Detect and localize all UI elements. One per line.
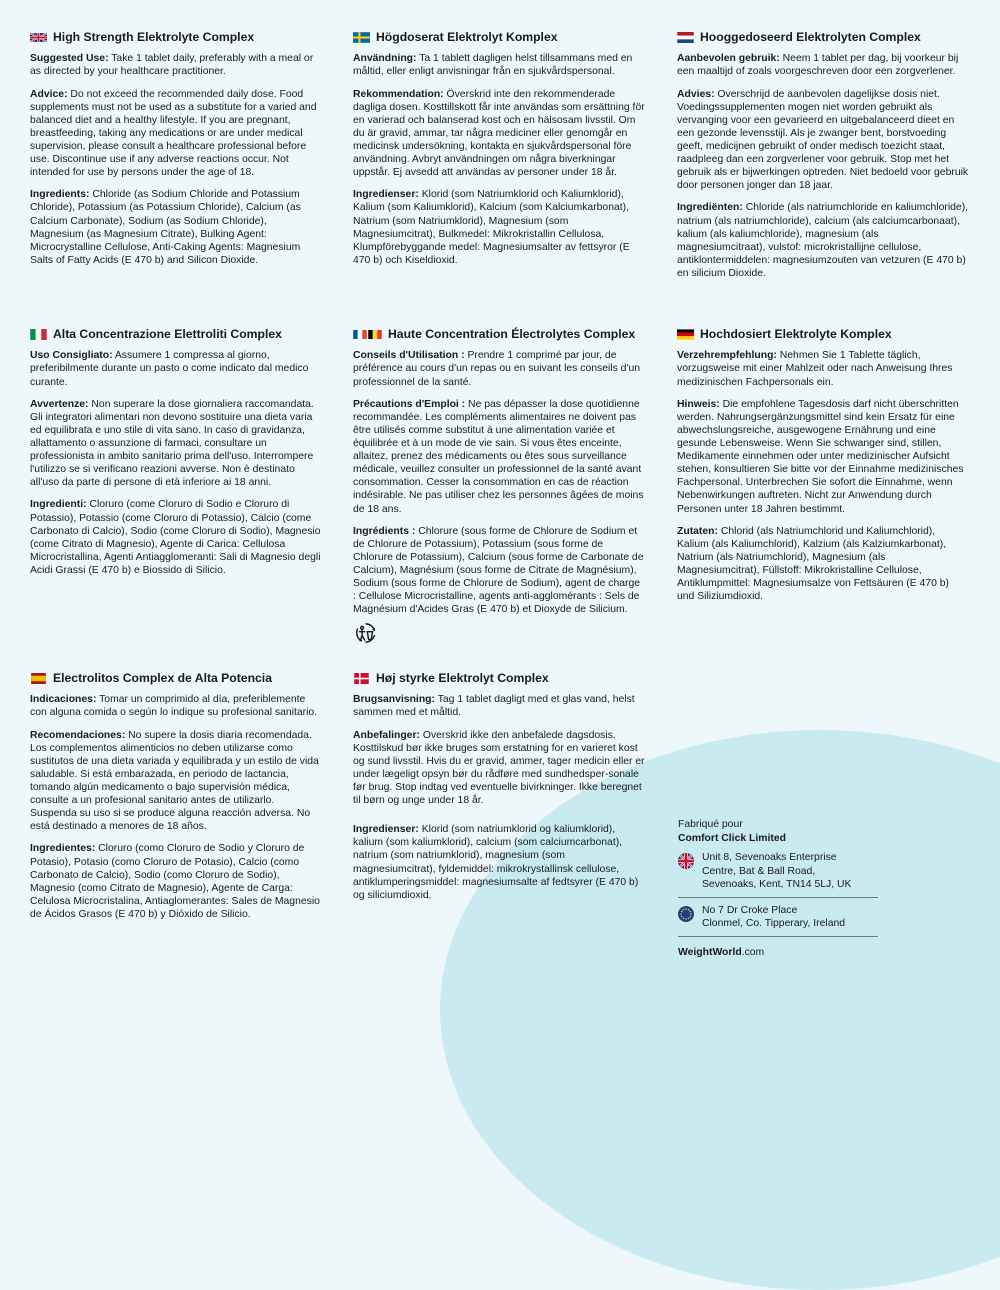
ie-address-row [678,898,878,937]
uk-address-row [678,845,878,898]
section-title [353,30,645,45]
germany-flag-icon [677,329,694,340]
uk-flag-icon [678,853,694,869]
section-french [353,327,645,646]
denmark-flag-icon [353,673,370,684]
advice-paragraph: Anbefalinger: Overskrid ikke den anbefalede dagsdosis. Kosttilskud bør ikke bruges som erstatning for en varieret kost og sund livsstil. Hvis du er gravid, ammer, tager medicin eller er under lægeligt opsyn bør du rådføre med sundhedsper-sonale før brug. Stop indtag ved eventuelle bivirkninger. Ikke beregnet til børn og unge under 18 år. [353,729,645,807]
made-for-label: Fabriqué pour [678,819,743,830]
triman-recycle-icon [353,620,379,646]
section-spanish [30,671,322,930]
section-title [677,327,969,342]
usage-paragraph: Uso Consigliato: Assumere 1 compressa al giorno, preferibilmente durante un pasto o come indicato dal medico curante. [30,350,309,388]
section-title [353,671,645,686]
flags-group [353,330,382,339]
title-text: Högdoserat Elektrolyt Komplex [376,30,558,44]
spain-flag-icon [30,673,47,684]
ingredients-paragraph: Ingredienser: Klorid (som Natriumklorid och Kaliumklorid), Kalium (som Kaliumklorid), Kalcium (som Kalciumkarbonat), Natrium (som Natriumklorid), Magnesium (som Magnesiumcitrat), Bulkmedel: Mikrokristallin Cellulosa, Klumpförebyggande medel: Magnesiumsalter av fettsyror (E 470 b) och Kiseldioxid. [353,189,630,266]
uk-address: Unit 8, Sevenoaks Enterprise Centre, Bat & Ball Road, Sevenoaks, Kent, TN14 5LJ, UK [702,852,852,891]
ingredients-paragraph: Ingredientes: Cloruro (como Cloruro de Sodio y Cloruro de Potasio), Potasio (como Cloruro de Potasio), Calcio (como Carbonato de Calcio), Sodio (como Cloruro de Sodio), Magnesio (como Citrato de Magnesio), Agente de Carga: Celulosa Microcristalina, Antiaglomerantes: Sales de Magnesio de Ácidos Grasos (E 470 b) y Dióxido de Silicio. [30,843,320,921]
precautions-paragraph: Précautions d'Emploi : Ne pas dépasser la dose quotidienne recommandée. Les compléments alimentaires ne doivent pas être utilisés comme substitut à une alimentation variée et équilibrée et à un mode de vie sain. Si vous êtes enceinte, allaitez, prenez des médicaments ou êtes sous surveillance médicale, veuillez consulter un professionnel de la santé avant consommation. Cesser la consommation en cas de réaction indésirable. Ne pas utiliser chez les personnes âgées de moins de 18 ans. [353,398,644,515]
advice-paragraph: Advies: Overschrijd de aanbevolen dagelijkse dosis niet. Voedingssupplementen mogen niet worden gebruikt als vervanging voor een gevarieerd en uitgebalanceerd dieet en een gezonde levensstijl. Als je zwanger bent, borstvoeding geeft, medicijnen gebruikt of onder medisch toezicht staat, raadpleeg dan een zorgverlener voor gebruik. Stop met het gebruik als er bijwerkingen optreden. Niet bedoeld voor gebruik door personen jonger dan 18 jaar. [677,88,969,192]
section-italian [30,327,322,586]
ingredients-paragraph: Zutaten: Chlorid (als Natriumchlorid und Kaliumchlorid), Kalium (als Kaliumchlorid), Kalzium (als Kalziumkarbonat), Natrium (als Natriumchlorid), Magnesium (als Magnesiumcitrat), Füllstoff: Mikrokristalline Cellulose, Antiklumpmittel: Magnesiumsalze von Fettsäuren (E 470 b) und Siliziumdioxid. [677,525,950,603]
uk-flag-icon [30,32,47,43]
ingredients-paragraph: Ingredienti: Cloruro (come Cloruro di Sodio e Cloruro di Potassio), Potassio (come Cloruro di Potassio), Calcio (come Carbonato di Calcio), Sodio (come Cloruro di Sodio), Magnesio (come Citrato di Magnesio), Agente di Carica: Cellulosa Microcristallina, Agenti Antiagglomeranti: Sali di Magnesio degli Acidi Grassi (E 470 b) e Biossido di Silicio. [30,499,321,577]
usage-paragraph: Aanbevolen gebruik: Neem 1 tablet per dag, bij voorkeur bij een maaltijd of zoals voorgeschreven door een zorgverlener. [677,53,959,78]
company-info [678,818,878,959]
section-title [30,671,322,686]
section-title [677,30,969,45]
suggested-use-paragraph: Suggested Use: Take 1 tablet daily, preferably with a meal or as directed by your healthcare practitioner. [30,53,314,78]
section-title [353,327,645,342]
usage-paragraph: Användning: Ta 1 tablett dagligen helst tillsammans med en måltid, eller enligt anvisningar från en sjukvårdspersonal. [353,53,633,78]
ingredients-paragraph: Ingrediënten: Chloride (als natriumchloride en kaliumchloride), natrium (als natriumchloride), calcium (als calciumcarbonaat), kalium (als kaliumchloride), magnesium (als magnesiumcitraat), vulstof: microkristallijne cellulose, antiklontermiddelen: magnesiumzouten van vetzuren (E 470 b) en silicium Dioxide. [677,202,969,280]
belgium-flag-icon [368,330,382,339]
usage-paragraph: Conseils d'Utilisation : Prendre 1 comprimé par jour, de préférence au cours d'un repas ou en suivant les conseils d'un professionnel de la santé. [353,350,641,388]
ingredients-paragraph: Ingrédients : Chlorure (sous forme de Chlorure de Sodium et de Chlorure de Potassium), Potassium (sous forme de Chlorure de Potassium), Calcium (sous forme de Carbonate de Calcium), Magnésium (sous forme de Citrate de Magnésium), Sodium (sous forme de Chlorure de Sodium), agent de charge : Cellulose Microcristalline, agents anti-agglomérants : Sels de Magnésium d'Acides Gras (E 470 b) et Dioxyde de Silicium. [353,525,644,616]
ingredients-paragraph: Ingredienser: Klorid (som natriumklorid og kaliumklorid), kalium (som kaliumklorid), calcium (som calciumcarbonat), natrium (som natriumklorid), magnesium (som magnesiumcitrat), fyldemiddel: mikrokrystallinsk cellulose, antiklumperingsmiddel: magnesiumsalte af fedtsyrer (E 470 b) og siliciumdioxid. [353,824,639,901]
advice-paragraph: Hinweis: Die empfohlene Tagesdosis darf nicht überschritten werden. Nahrungsergänzungsmittel sind kein Ersatz für eine abwechslungsreiche, ausgewogene Ernährung und eine gesunde Lebensweise. Wenn Sie schwanger sind, stillen, Medikamente einnehmen oder unter medizinischer Aufsicht stehen, konsultieren Sie bitte vor der Einnahme medizinisches Fachpersonal. Unterbrechen Sie sofort die Einnahme, wenn Nebenwirkungen auftreten. Nicht zur Anwendung durch Personen unter 18 Jahren bestimmt. [677,398,964,515]
france-flag-icon [353,330,367,339]
section-german [677,327,969,612]
title-text: Hochdosiert Elektrolyte Komplex [700,327,892,341]
advice-paragraph: Avvertenze: Non superare la dose giornaliera raccomandata. Gli integratori alimentari non devono sostituire una dieta varia ed equilibrata e uno stile di vita sano. In caso di gravidanza, allattamento o assunzione di farmaci, consultare un professionista in ambito sanitario prima dell'uso. Interrompere l'utilizzo se si verificano reazioni avverse. Non è destinato all'uso da parte di persone di età inferiore ai 18 anni. [30,398,314,489]
usage-paragraph: Verzehrempfehlung: Nehmen Sie 1 Tablette täglich, vorzugsweise mit einer Mahlzeit oder nach Anweisung Ihres medizinischen Fachpersonals ein. [677,350,953,388]
advice-paragraph: Advice: Do not exceed the recommended daily dose. Food supplements must not be used as a substitute for a varied and balanced diet and a healthy lifestyle. If you are pregnant, breastfeeding, taking any medications or are under medical supervision, please consult a healthcare professional before use. Discontinue use if any adverse reactions occur. Not intended for use by persons under the age of 18. [30,88,317,179]
ingredients-paragraph: Ingredients: Chloride (as Sodium Chloride and Potassium Chloride), Potassium (as Potassium Chloride), Calcium (as Calcium Carbonate), Sodium (as Sodium Chloride), Magnesium (as Magnesium Citrate), Bulking Agent: Microcrystalline Cellulose, Anti-Caking Agents: Magnesium Salts of Fatty Acids (E 470 b) and Silicon Dioxide. [30,189,301,266]
section-english [30,30,322,276]
italy-flag-icon [30,329,47,340]
section-swedish [353,30,645,276]
sweden-flag-icon [353,32,370,43]
ie-address: No 7 Dr Croke Place Clonmel, Co. Tipperary, Ireland [702,904,846,930]
title-text: Haute Concentration Électrolytes Complex [388,327,636,341]
eu-flag-icon [678,906,694,922]
section-danish [353,671,645,911]
section-title [30,30,322,45]
title-text: Alta Concentrazione Elettroliti Complex [53,327,282,341]
advice-paragraph: Rekommendation: Överskrid inte den rekommenderade dagliga dosen. Kosttillskott får inte användas som ersättning för en varierad och balanserad kost och en hälsosam livsstil. Om du är gravid, ammar, tar några mediciner eller genomgår en medicinsk undersökning, kontakta en sjukvårdspersonal före användning. Avbryt användningen om några biverkningar uppstår. Ej avsedd att användas av personer under 18 år. [353,88,645,179]
title-text: Hooggedoseerd Elektrolyten Complex [700,30,921,44]
advice-paragraph: Recomendaciones: No supere la dosis diaria recomendada. Los complementos alimenticios no deben utilizarse como sustitutos de una dieta variada y equilibrada y un estilo de vida saludable. Si está embarazada, en periodo de lactancia, tomando algún medicamento o bajo supervisión médica, consulte a un profesional sanitario antes de utilizarlo. Suspenda su uso si se produce alguna reacción adversa. No está destinado a menores de 18 años. [30,729,319,833]
title-text: High Strength Elektrolyte Complex [53,30,255,44]
title-text: Høj styrke Elektrolyt Complex [376,671,549,685]
website-text: WeightWorld.com [678,946,765,958]
usage-paragraph: Indicaciones: Tomar un comprimido al día, preferiblemente con alguna comida o según lo indique su profesional sanitario. [30,694,318,719]
section-title [30,327,322,342]
usage-paragraph: Brugsanvisning: Tag 1 tablet dagligt med et glas vand, helst sammen med et måltid. [353,694,635,719]
section-dutch [677,30,969,289]
netherlands-flag-icon [677,32,694,43]
company-name: Comfort Click Limited [678,832,786,844]
title-text: Electrolitos Complex de Alta Potencia [53,671,272,685]
